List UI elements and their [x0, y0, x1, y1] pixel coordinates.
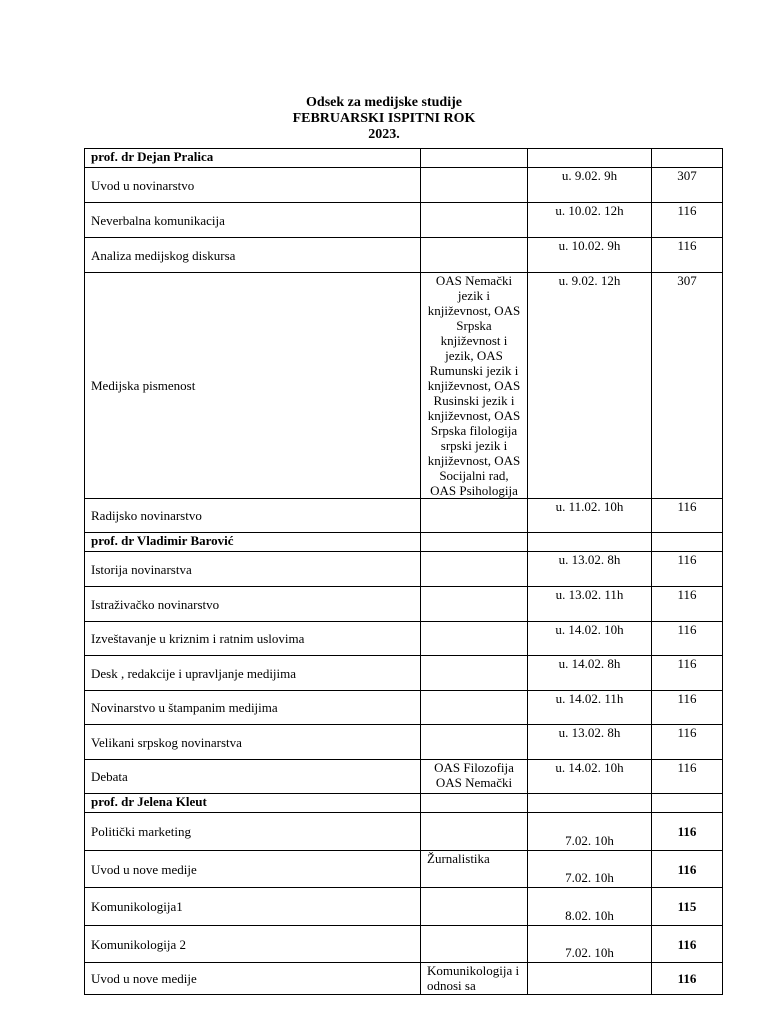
year-title: 2023.: [368, 127, 400, 142]
course-row: [85, 656, 723, 691]
study-group: [421, 552, 528, 587]
exam-date: 8.02. 10h: [528, 888, 652, 926]
room-number: 116: [652, 813, 723, 851]
exam-period-title: FEBRUARSKI ISPITNI ROK: [292, 111, 476, 126]
exam-date: 7.02. 10h: [528, 926, 652, 963]
course-name: Politički marketing: [85, 813, 421, 851]
room-number: 116: [652, 203, 723, 238]
course-row: [85, 691, 723, 725]
study-group: [421, 203, 528, 238]
course-name: Komunikologija1: [85, 888, 421, 926]
exam-date: u. 14.02. 8h: [528, 656, 652, 691]
course-name: Medijska pismenost: [85, 273, 421, 499]
professor-name: prof. dr Jelena Kleut: [85, 794, 421, 813]
room-number: 116: [652, 499, 723, 533]
course-row: [85, 499, 723, 533]
exam-schedule-table: [84, 148, 723, 995]
course-name: Istraživačko novinarstvo: [85, 587, 421, 622]
course-row: [85, 813, 723, 851]
study-group: OAS Nemački jezik i književnost, OAS Srpska književnost i jezik, OAS Rumunski jezik i književnost, OAS Rusinski jezik i književnost, OAS Srpska filologija srpski jezik i književnost, OAS Socijalni rad, OAS Psihologija: [421, 273, 528, 499]
study-group: [421, 813, 528, 851]
study-group: OAS Filozofija OAS Nemački: [421, 760, 528, 794]
course-row: [85, 963, 723, 995]
course-row: [85, 760, 723, 794]
exam-date: 7.02. 10h: [528, 851, 652, 888]
exam-date: u. 14.02. 10h: [528, 622, 652, 656]
study-group: [421, 622, 528, 656]
exam-date: 7.02. 10h: [528, 813, 652, 851]
course-name: Istorija novinarstva: [85, 552, 421, 587]
exam-date: u. 13.02. 8h: [528, 725, 652, 760]
study-group: [421, 725, 528, 760]
professor-name: prof. dr Dejan Pralica: [85, 149, 421, 168]
course-name: Novinarstvo u štampanim medijima: [85, 691, 421, 725]
course-row: [85, 888, 723, 926]
study-group: Žurnalistika: [421, 851, 528, 888]
room-number: 116: [652, 926, 723, 963]
room-number: 116: [652, 552, 723, 587]
course-row: [85, 851, 723, 888]
exam-date: u. 9.02. 12h: [528, 273, 652, 499]
professor-name: prof. dr Vladimir Barović: [85, 533, 421, 552]
room-number: 115: [652, 888, 723, 926]
exam-date: [528, 963, 652, 995]
room-number: 116: [652, 760, 723, 794]
exam-date: u. 9.02. 9h: [528, 168, 652, 203]
exam-date: u. 14.02. 10h: [528, 760, 652, 794]
study-group: [421, 238, 528, 273]
exam-date: u. 13.02. 8h: [528, 552, 652, 587]
course-name: Debata: [85, 760, 421, 794]
exam-date: u. 10.02. 9h: [528, 238, 652, 273]
room-number: 116: [652, 656, 723, 691]
course-name: Analiza medijskog diskursa: [85, 238, 421, 273]
course-row: [85, 273, 723, 499]
room-number: 116: [652, 238, 723, 273]
room-number: 116: [652, 963, 723, 995]
course-row: [85, 238, 723, 273]
course-row: [85, 552, 723, 587]
department-title: Odsek za medijske studije: [306, 95, 462, 110]
course-row: [85, 622, 723, 656]
exam-date: u. 13.02. 11h: [528, 587, 652, 622]
room-number: 116: [652, 587, 723, 622]
course-name: Neverbalna komunikacija: [85, 203, 421, 238]
room-number: 307: [652, 168, 723, 203]
professor-row: [85, 149, 723, 168]
course-name: Uvod u novinarstvo: [85, 168, 421, 203]
room-number: 116: [652, 622, 723, 656]
course-row: [85, 203, 723, 238]
room-number: 307: [652, 273, 723, 499]
course-name: Desk , redakcije i upravljanje medijima: [85, 656, 421, 691]
room-number: 116: [652, 725, 723, 760]
course-row: [85, 168, 723, 203]
room-number: 116: [652, 851, 723, 888]
study-group: [421, 168, 528, 203]
exam-date: u. 10.02. 12h: [528, 203, 652, 238]
course-name: Uvod u nove medije: [85, 963, 421, 995]
study-group: [421, 888, 528, 926]
professor-row: [85, 533, 723, 552]
room-number: 116: [652, 691, 723, 725]
study-group: [421, 691, 528, 725]
course-row: [85, 725, 723, 760]
study-group: [421, 656, 528, 691]
course-name: Uvod u nove medije: [85, 851, 421, 888]
course-row: [85, 587, 723, 622]
course-name: Velikani srpskog novinarstva: [85, 725, 421, 760]
exam-date: u. 14.02. 11h: [528, 691, 652, 725]
study-group: [421, 587, 528, 622]
exam-date: u. 11.02. 10h: [528, 499, 652, 533]
study-group: Komunikologija i odnosi sa: [421, 963, 528, 995]
course-name: Radijsko novinarstvo: [85, 499, 421, 533]
professor-row: [85, 794, 723, 813]
course-row: [85, 926, 723, 963]
course-name: Komunikologija 2: [85, 926, 421, 963]
study-group: [421, 499, 528, 533]
study-group: [421, 926, 528, 963]
course-name: Izveštavanje u kriznim i ratnim uslovima: [85, 622, 421, 656]
document-header: [0, 95, 768, 143]
